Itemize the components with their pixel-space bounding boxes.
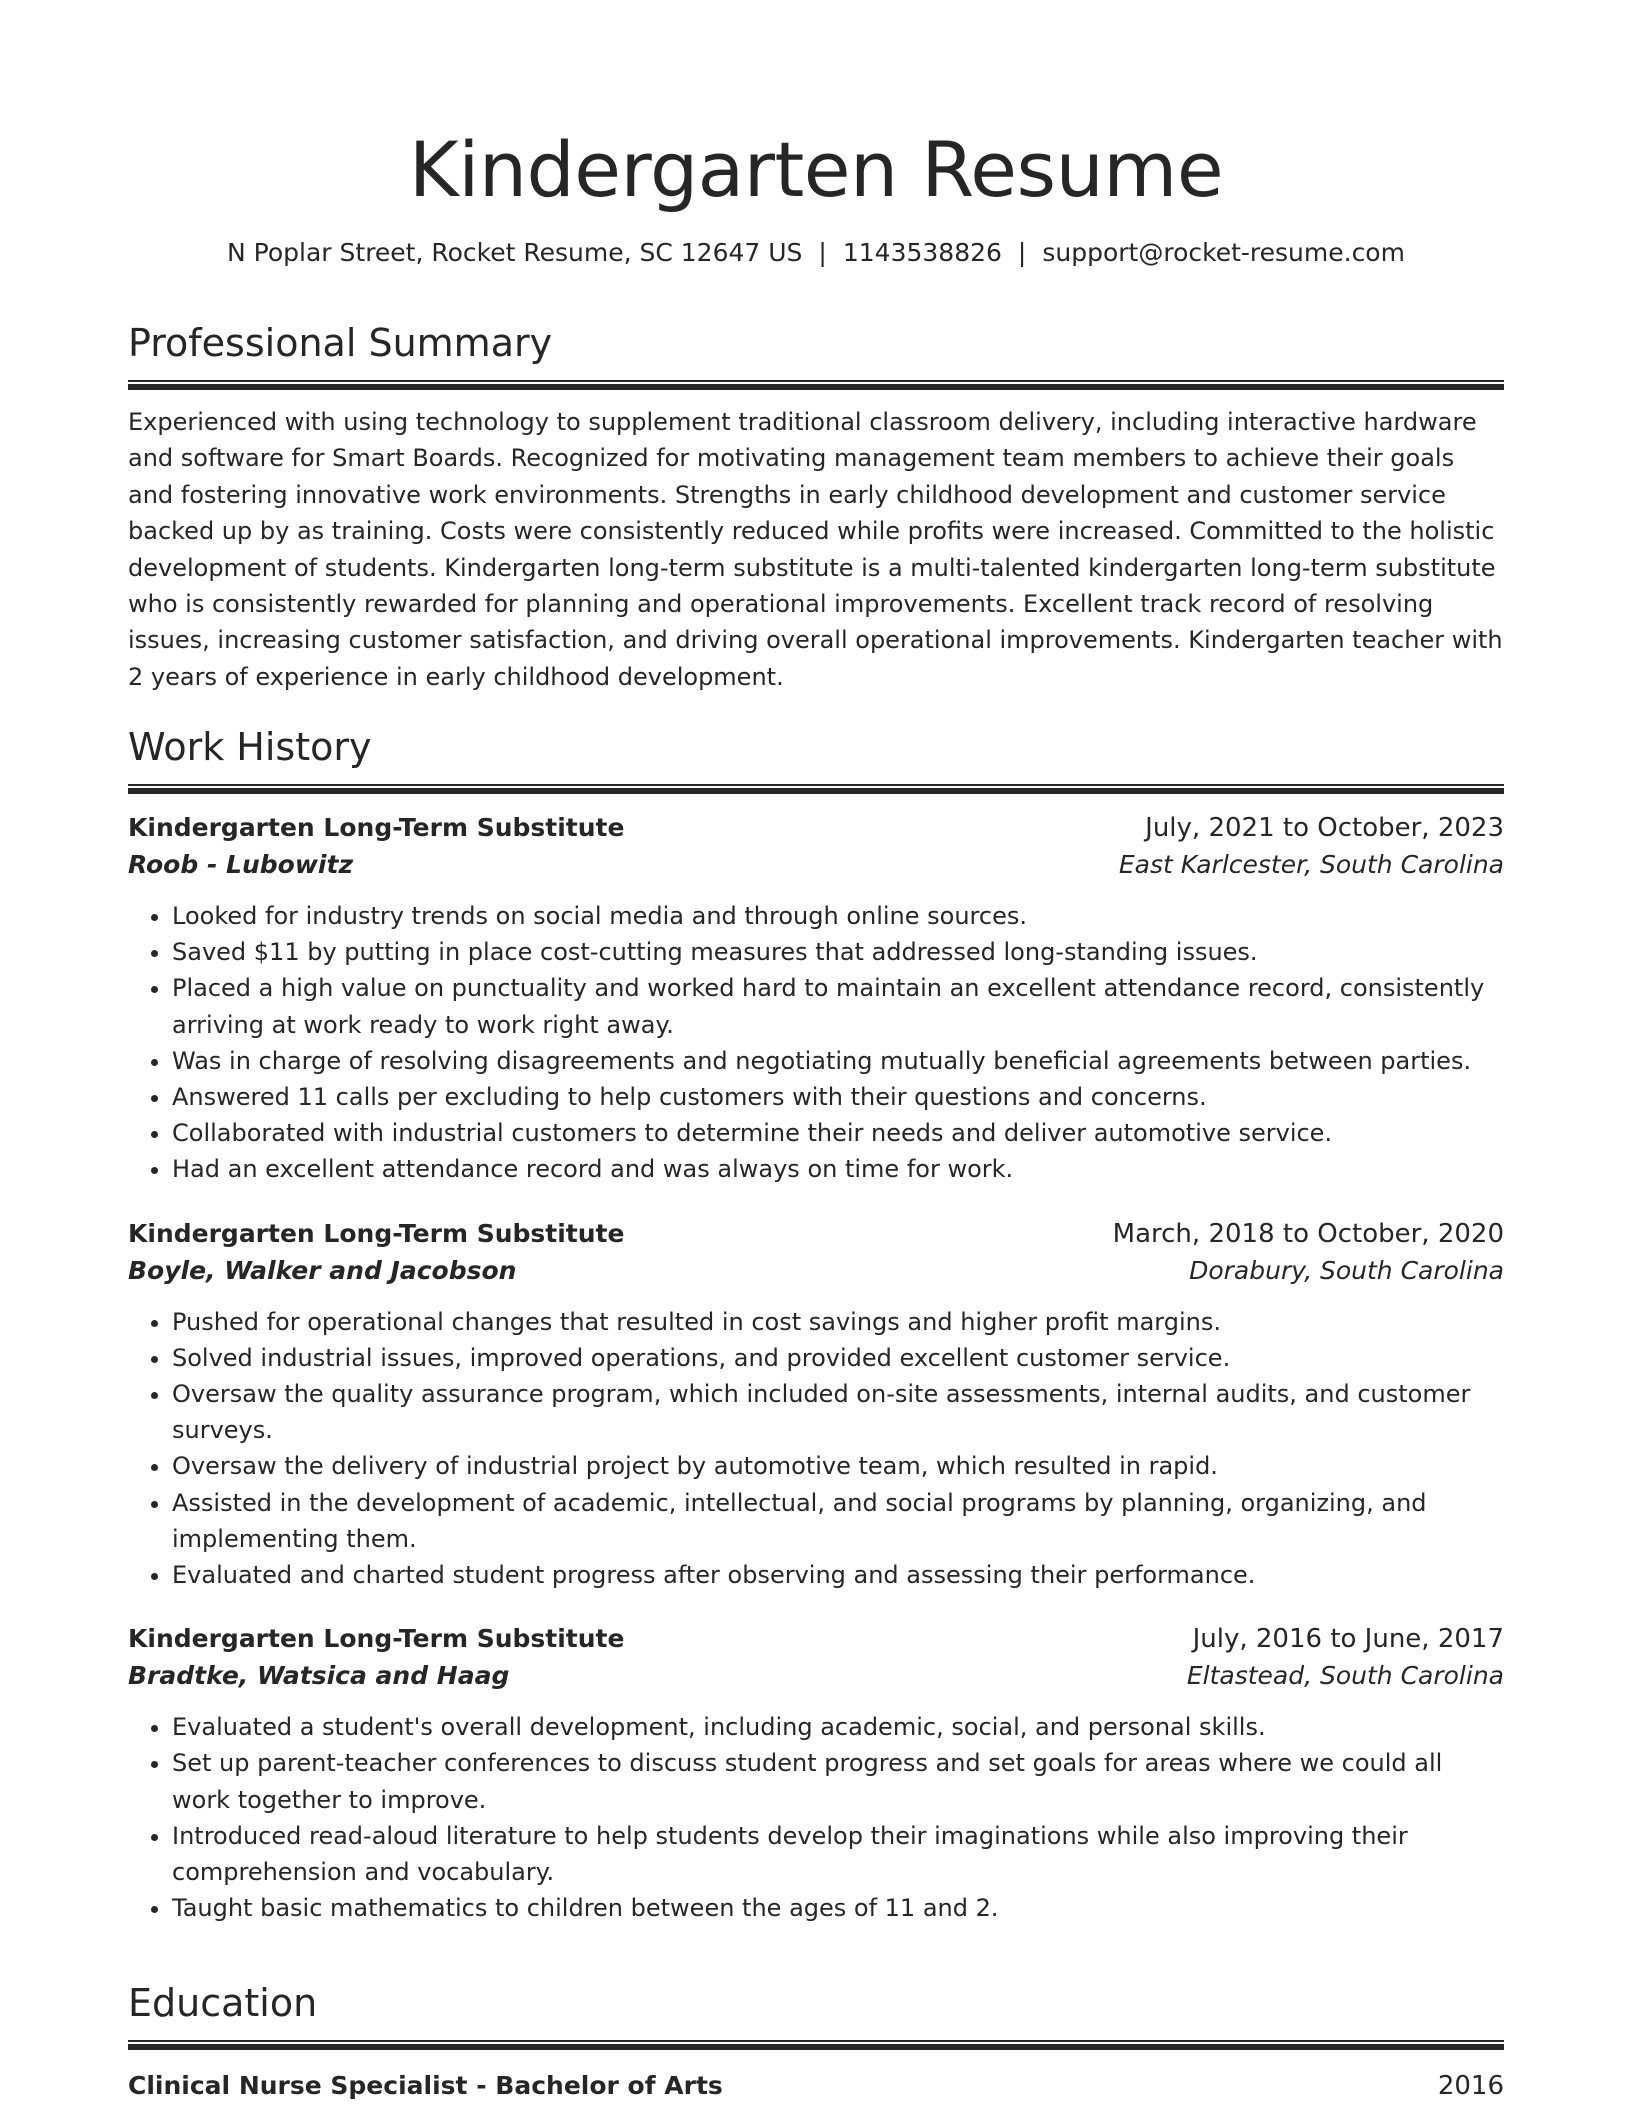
list-item: • Looked for industry trends on social media and through online sources. — [172, 898, 1504, 934]
list-item: • Solved industrial issues, improved operations, and provided excellent customer service. — [172, 1340, 1504, 1376]
contact-separator: | — [818, 238, 827, 267]
job-location: East Karlcester, South Carolina — [1118, 850, 1504, 879]
job-location: Eltastead, South Carolina — [1186, 1661, 1504, 1691]
professional-summary-section — [128, 320, 1504, 695]
education-entry — [128, 2068, 1504, 2104]
list-item: • Oversaw the delivery of industrial project by automotive team, which resulted in rapid. — [172, 1448, 1504, 1484]
education-year: 2016 — [1437, 2071, 1504, 2101]
job-dates: July, 2021 to October, 2023 — [1145, 813, 1504, 843]
job-company: Roob - Lubowitz — [128, 850, 353, 879]
work-history-section — [128, 724, 1504, 1926]
contact-address: N Poplar Street, Rocket Resume, SC 12647 US — [227, 238, 803, 267]
section-divider — [128, 784, 1504, 794]
list-item: • Assisted in the development of academic, intellectual, and social programs by planning, organizing, and implementing them. — [172, 1485, 1504, 1557]
job-title: Kindergarten Long-Term Substitute — [128, 1624, 625, 1654]
list-item: • Oversaw the quality assurance program, which included on-site assessments, internal audits, and customer surveys. — [172, 1376, 1504, 1448]
job-title: Kindergarten Long-Term Substitute — [128, 813, 625, 842]
job-entry — [128, 810, 1504, 1188]
list-item: • Set up parent-teacher conferences to discuss student progress and set goals for areas where we could all work together to improve. — [172, 1745, 1504, 1817]
list-item: • Evaluated a student's overall development, including academic, social, and personal skills. — [172, 1709, 1504, 1745]
job-company: Bradtke, Watsica and Haag — [128, 1661, 510, 1691]
job-dates: March, 2018 to October, 2020 — [1112, 1218, 1504, 1249]
section-title-education: Education — [128, 1981, 318, 2025]
education-section — [128, 1980, 1504, 2104]
job-bullets — [128, 898, 1504, 1188]
list-item: • Placed a high value on punctuality and worked hard to maintain an excellent attendance record, consistently arriving at work ready to work right away. — [172, 970, 1504, 1042]
list-item: • Introduced read-aloud literature to help students develop their imaginations while also improving their comprehension and vocabulary. — [172, 1818, 1504, 1890]
job-dates: July, 2016 to June, 2017 — [1192, 1624, 1504, 1655]
contact-email: support@rocket-resume.com — [1042, 238, 1405, 267]
list-item: • Evaluated and charted student progress after observing and assessing their performance. — [172, 1557, 1504, 1593]
contact-line — [128, 238, 1504, 268]
contact-separator: | — [1017, 238, 1027, 267]
job-bullets — [128, 1304, 1504, 1594]
resume-page — [128, 0, 1504, 2101]
job-bullets — [128, 1709, 1504, 1926]
list-item: • Was in charge of resolving disagreements and negotiating mutually beneficial agreements between parties. — [172, 1043, 1504, 1079]
section-title-work: Work History — [128, 725, 372, 769]
list-item: • Taught basic mathematics to children between the ages of 11 and 2. — [172, 1890, 1504, 1926]
contact-phone: 1143538826 — [842, 238, 1002, 267]
education-degree: Clinical Nurse Specialist - Bachelor of Arts — [128, 2071, 723, 2100]
job-title: Kindergarten Long-Term Substitute — [128, 1218, 625, 1248]
list-item: • Collaborated with industrial customers to determine their needs and deliver automotive service. — [172, 1115, 1504, 1151]
job-company: Boyle, Walker and Jacobson — [128, 1255, 517, 1285]
resume-name: Kindergarten Resume — [408, 125, 1224, 214]
list-item: • Answered 11 calls per excluding to help customers with their questions and concerns. — [172, 1079, 1504, 1115]
section-divider — [128, 380, 1504, 390]
job-entry — [128, 1621, 1504, 1926]
summary-text: Experienced with using technology to supplement traditional classroom delivery, including interactive hardware and software for Smart Boards. Recognized for motivating management team members to achieve their goals and fostering innovative work environments. Strengths in early childhood development and customer service backed up by as training. Costs were consistently reduced while profits were increased. Committed to the holistic development of students. Kindergarten long-term substitute is a multi-talented kindergarten long-term substitute who is consistently rewarded for planning and operational improvements. Excellent track record of resolving issues, increasing customer satisfaction, and driving overall operational improvements. Kindergarten teacher with 2 years of experience in early childhood development. — [128, 408, 1503, 691]
job-entry — [128, 1216, 1504, 1594]
section-title-summary: Professional Summary — [128, 321, 553, 365]
list-item: • Had an excellent attendance record and was always on time for work. — [172, 1151, 1504, 1187]
list-item: • Pushed for operational changes that resulted in cost savings and higher profit margins. — [172, 1304, 1504, 1340]
section-divider — [128, 2040, 1504, 2050]
list-item: • Saved $11 by putting in place cost-cutting measures that addressed long-standing issues. — [172, 934, 1504, 970]
job-location: Dorabury, South Carolina — [1189, 1255, 1504, 1285]
